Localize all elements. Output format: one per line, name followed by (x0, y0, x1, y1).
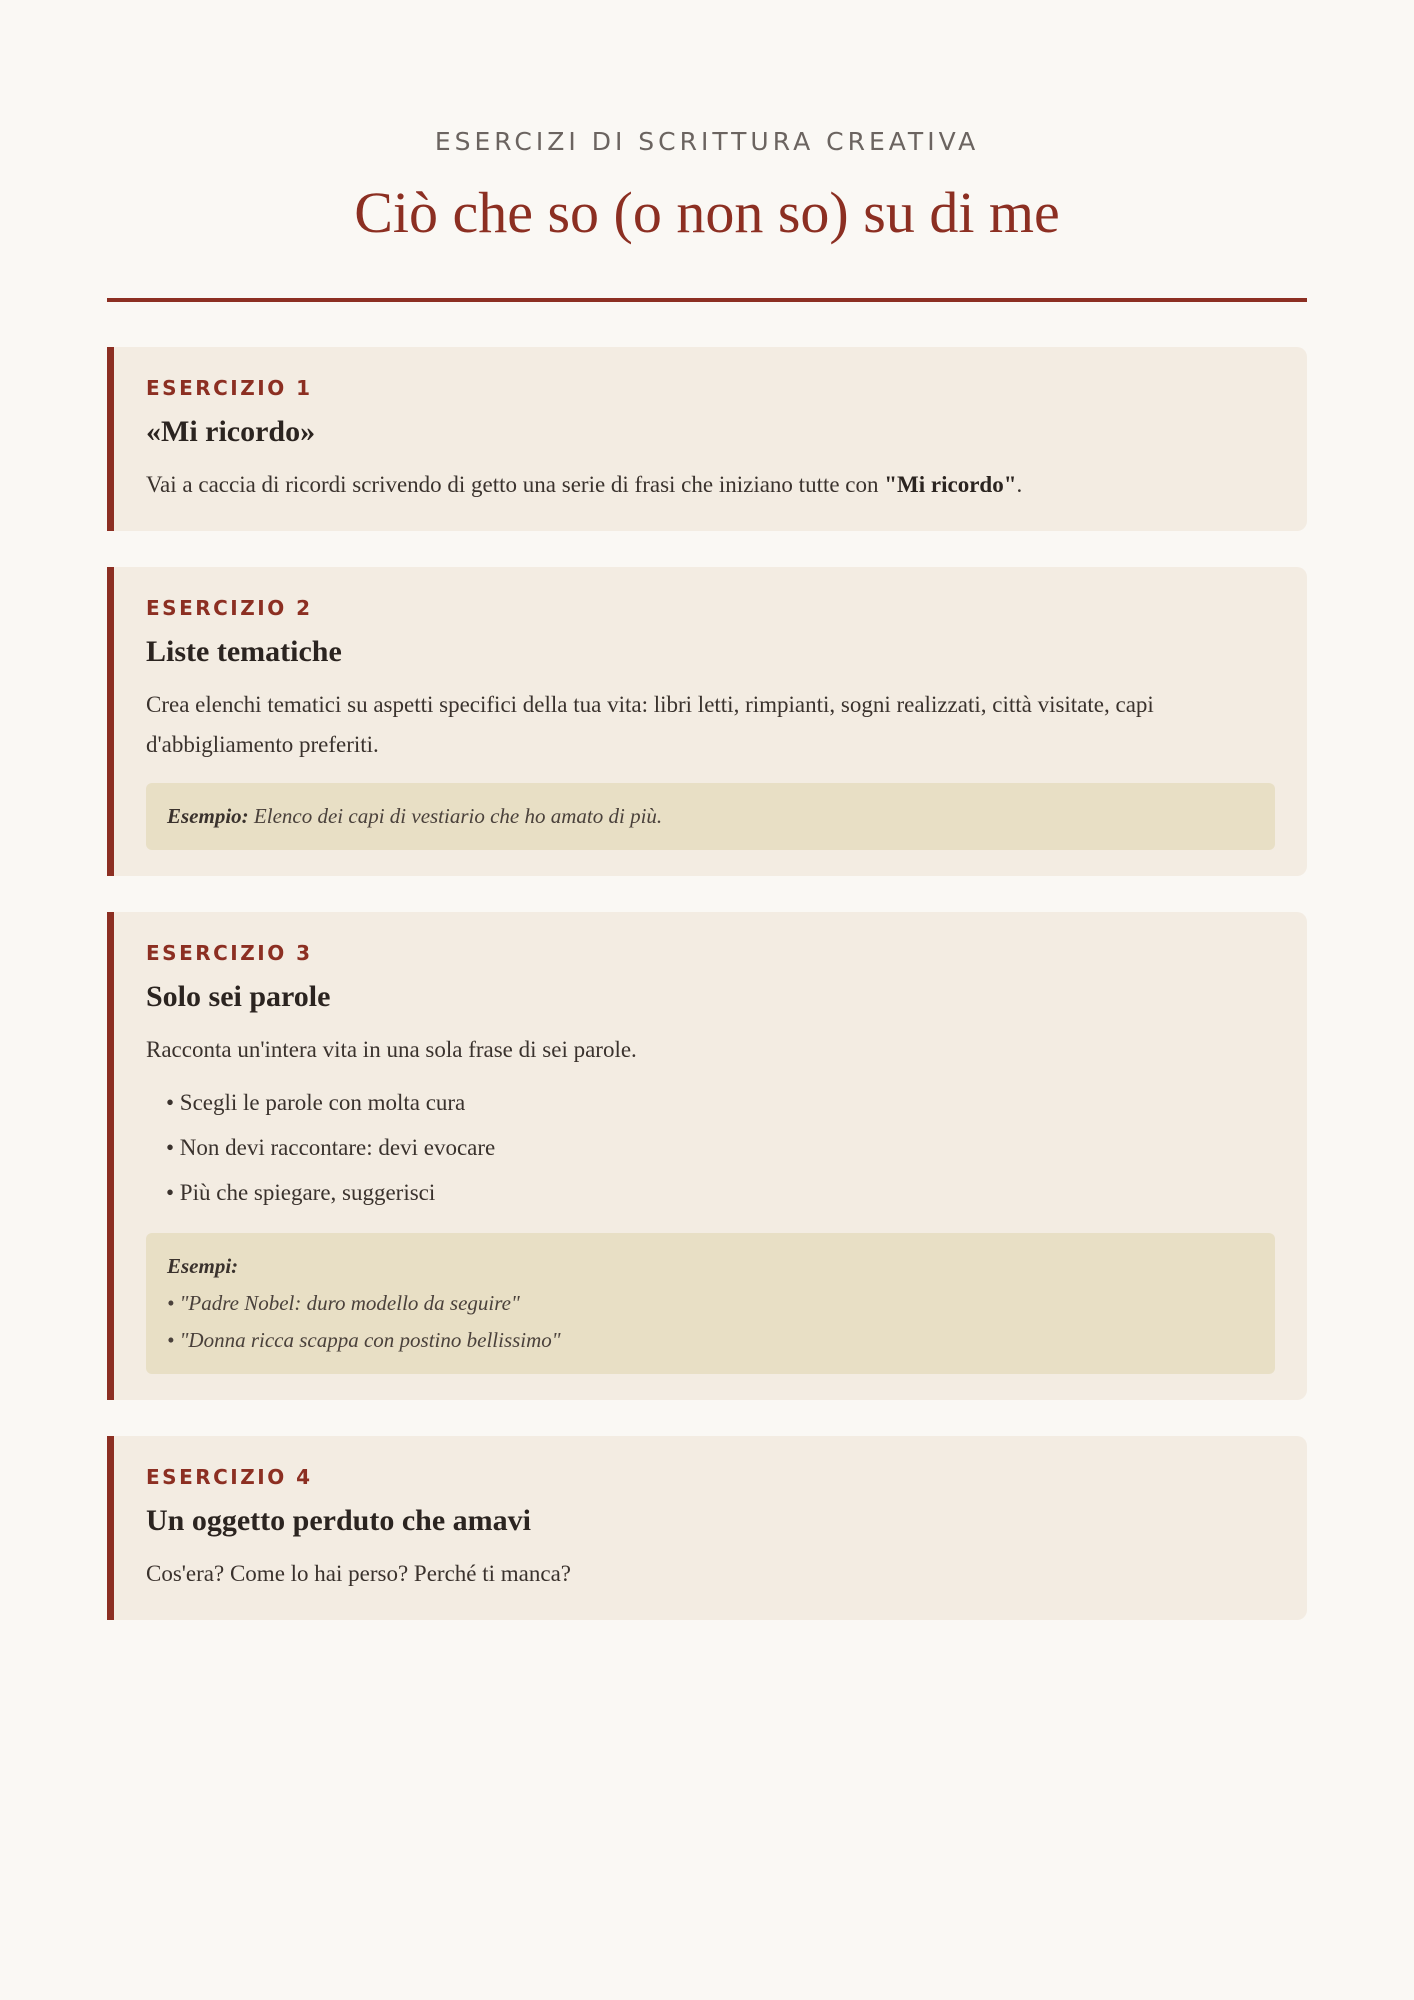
exercise-title: Un oggetto perduto che amavi (146, 1504, 531, 1537)
examples-label: Esempi: (167, 1254, 239, 1278)
description-emphasis: "Mi ricordo" (884, 472, 1017, 497)
exercise-description: Crea elenchi tematici su aspetti specifici della tua vita: libri letti, rimpianti, sogni realizzati, città visitate, capi d'abbigliamento preferiti. (146, 692, 1154, 757)
example-text: Elenco dei capi di vestiario che ho amato di più. (248, 804, 663, 828)
exercise-description: Cos'era? Come lo hai perso? Perché ti manca? (146, 1561, 572, 1586)
tips-list (146, 1080, 1275, 1215)
examples-box (146, 1233, 1275, 1374)
exercise-label: ESERCIZIO 3 (146, 941, 313, 965)
exercise-title: «Mi ricordo» (146, 415, 316, 448)
exercise-label: ESERCIZIO 1 (146, 376, 313, 400)
exercise-card-2 (107, 567, 1307, 876)
example-item: • "Padre Nobel: duro modello da seguire" (167, 1291, 520, 1315)
page-header (107, 0, 1307, 248)
page-title: Ciò che so (o non so) su di me (354, 180, 1060, 245)
exercise-title: Solo sei parole (146, 980, 331, 1013)
example-label: Esempio: (167, 804, 249, 828)
exercise-card-3 (107, 912, 1307, 1400)
title-divider (107, 298, 1307, 302)
description-end: . (1016, 472, 1023, 497)
exercise-label: ESERCIZIO 4 (146, 1465, 313, 1489)
description-text: Vai a caccia di ricordi scrivendo di getto una serie di frasi che iniziano tutte con (146, 472, 885, 497)
list-item: • Scegli le parole con molta cura (166, 1090, 466, 1115)
exercise-card-1 (107, 347, 1307, 531)
list-item: • Più che spiegare, suggerisci (166, 1180, 436, 1205)
exercise-description (146, 465, 1275, 505)
exercise-description: Racconta un'intera vita in una sola frase di sei parole. (146, 1037, 637, 1062)
list-item: • Non devi raccontare: devi evocare (166, 1135, 496, 1160)
exercise-title: Liste tematiche (146, 635, 342, 668)
exercise-label: ESERCIZIO 2 (146, 596, 313, 620)
exercise-card-4 (107, 1436, 1307, 1620)
example-item: • "Donna ricca scappa con postino bellissimo" (167, 1328, 561, 1352)
page-kicker: ESERCIZI DI SCRITTURA CREATIVA (434, 127, 980, 156)
example-box (146, 783, 1275, 850)
